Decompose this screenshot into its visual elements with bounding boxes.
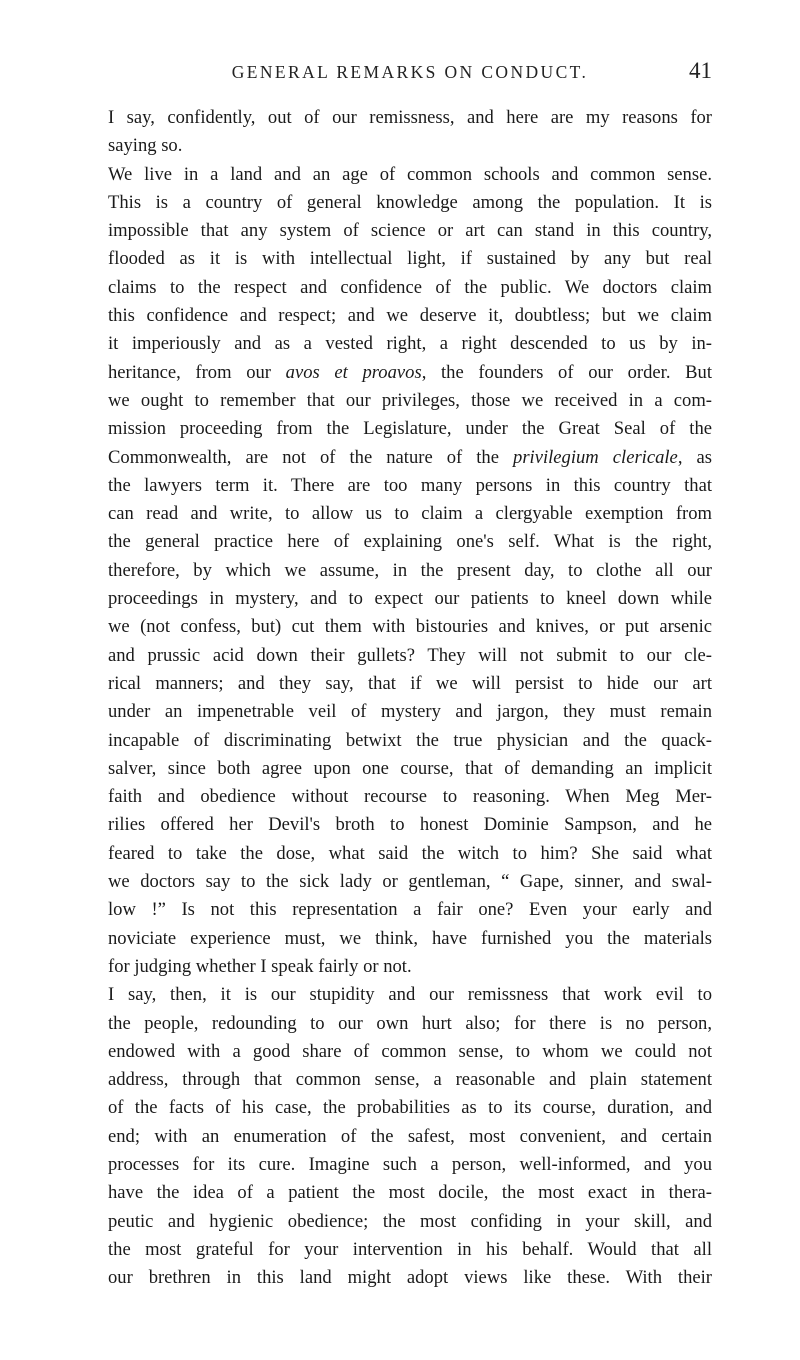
text-line: the lawyers term it. There are too many persons in this country that <box>108 474 712 496</box>
text-line: low !” Is not this representation a fair one? Even your early and <box>108 899 712 921</box>
page-header <box>108 58 712 98</box>
text-segment: , the founders of our order. But <box>421 361 712 383</box>
text-line: claims to the respect and confidence of the public. We doctors claim <box>108 276 712 298</box>
text-line: under an impenetrable veil of mystery and jargon, they must remain <box>108 701 712 723</box>
text-line: proceedings in mystery, and to expect our patients to kneel down while <box>108 588 712 610</box>
text-line: We live in a land and an age of common schools and common sense. <box>108 163 712 185</box>
text-segment: heritance, from our <box>108 361 286 383</box>
text-line: it imperiously and as a vested right, a right descended to us by in- <box>108 333 712 355</box>
text-line: address, through that common sense, a reasonable and plain statement <box>108 1069 712 1091</box>
text-line: salver, since both agree upon one course, that of demanding an implicit <box>108 757 712 779</box>
text-line: incapable of discriminating betwixt the true physician and the quack- <box>108 729 712 751</box>
text-line: have the idea of a patient the most docile, the most exact in thera- <box>108 1182 712 1204</box>
text-line: rilies offered her Devil's broth to honest Dominie Sampson, and he <box>108 814 712 836</box>
italic-phrase: avos et proavos <box>285 361 422 383</box>
text-line: we (not confess, but) cut them with bistouries and knives, or put arsenic <box>108 616 712 638</box>
text-line: we ought to remember that our privileges, those we received in a com- <box>108 389 712 411</box>
text-line: the most grateful for your intervention in his behalf. Would that all <box>108 1238 712 1260</box>
text-line: the general practice here of explaining one's self. What is the right, <box>108 531 712 553</box>
text-line: end; with an enumeration of the safest, most convenient, and certain <box>108 1125 712 1147</box>
text-line: mission proceeding from the Legislature, under the Great Seal of the <box>108 418 712 440</box>
text-line: endowed with a good share of common sense, to whom we could not <box>108 1040 712 1062</box>
text-line: peutic and hygienic obedience; the most confiding in your skill, and <box>108 1210 712 1232</box>
italic-phrase: privilegium clericale <box>513 446 678 468</box>
text-line: therefore, by which we assume, in the present day, to clothe all our <box>108 559 712 581</box>
text-line: our brethren in this land might adopt views like these. With their <box>108 1267 712 1289</box>
text-line: impossible that any system of science or art can stand in this country, <box>108 220 712 242</box>
text-line: the people, redounding to our own hurt also; for there is no person, <box>108 1012 712 1034</box>
text-line: flooded as it is with intellectual light, if sustained by any but real <box>108 248 712 270</box>
text-line: noviciate experience must, we think, have furnished you the materials <box>108 927 712 949</box>
text-line: we doctors say to the sick lady or gentleman, “ Gape, sinner, and swal- <box>108 871 712 893</box>
text-line: I say, confidently, out of our remissness, and here are my reasons for <box>108 107 712 128</box>
text-line: for judging whether I speak fairly or not. <box>108 955 412 977</box>
page-number: 41 <box>689 58 712 83</box>
book-page <box>108 58 712 1292</box>
text-line <box>108 359 712 387</box>
text-line: this confidence and respect; and we deserve it, doubtless; but we claim <box>108 305 712 327</box>
text-segment: Commonwealth, are not of the nature of the <box>108 446 514 468</box>
text-line: I say, then, it is our stupidity and our remissness that work evil to <box>108 984 712 1006</box>
running-title: GENERAL REMARKS ON CONDUCT. <box>231 62 589 82</box>
text-line: can read and write, to allow us to claim a clergyable exemption from <box>108 503 712 525</box>
text-line: This is a country of general knowledge among the population. It is <box>108 191 712 213</box>
text-line: faith and obedience without recourse to reasoning. When Meg Mer- <box>108 786 712 808</box>
body-text <box>108 104 712 1292</box>
text-line: of the facts of his case, the probabilities as to its course, duration, and <box>108 1097 712 1119</box>
text-line <box>108 444 712 472</box>
text-line: rical manners; and they say, that if we will persist to hide our art <box>108 672 712 694</box>
text-segment: , as <box>677 446 712 468</box>
text-line: processes for its cure. Imagine such a person, well-informed, and you <box>108 1153 712 1175</box>
text-line: and prussic acid down their gullets? They will not submit to our cle- <box>108 644 712 666</box>
text-line: saying so. <box>108 135 183 157</box>
text-line: feared to take the dose, what said the witch to him? She said what <box>108 842 712 864</box>
